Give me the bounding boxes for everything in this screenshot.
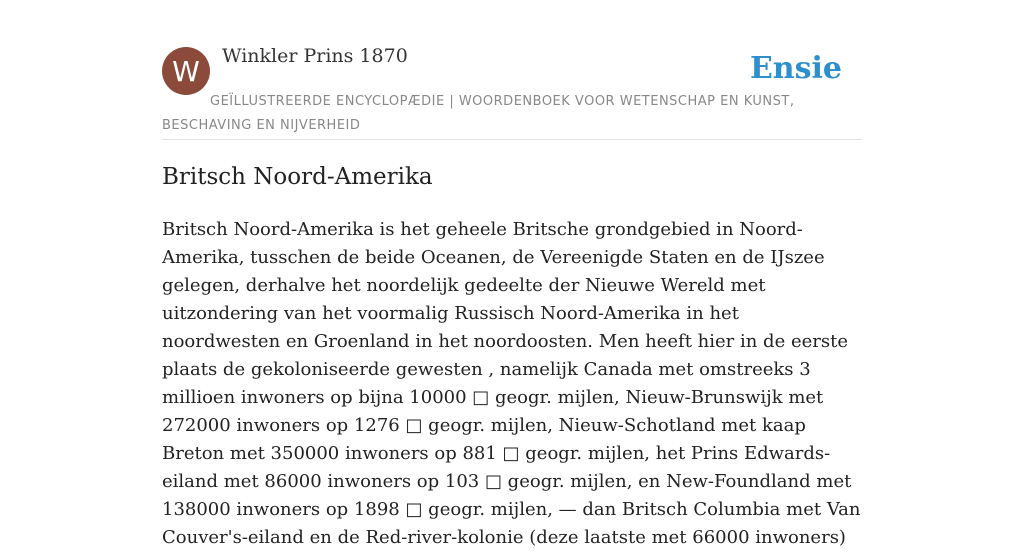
avatar[interactable]: W bbox=[162, 47, 210, 95]
article-title: Britsch Noord-Amerika bbox=[162, 164, 433, 190]
article-body: Britsch Noord-Amerika is het geheele Britsche grondgebied in Noord-Amerika, tusschen de beide Oceanen, de Vereenigde Staten en de IJszee gelegen, derhalve het noordelijk gedeelte der Nieuwe Wereld met uitzondering van het voormalig Russisch Noord-Amerika in het noordwesten en Groenland in het noordoosten. Men heeft hier in de eerste plaats de gekoloniseerde gewesten , namelijk Canada met omstreeks 3 millioen inwoners op bijna 10000 □ geogr. mijlen, Nieuw-Brunswijk met 272000 inwoners op 1276 □ geogr. mijlen, Nieuw-Schotland met kaap Breton met 350000 inwoners op 881 □ geogr. mijlen, het Prins Edwards-eiland met 86000 inwoners op 103 □ geogr. mijlen, en New-Foundland met 138000 inwoners op 1898 □ geogr. mijlen, — dan Britsch Columbia met Van Couver's-eiland en de Red-river-kolonie (deze laatste met 66000 inwoners) bbox=[162, 219, 861, 548]
divider bbox=[162, 139, 862, 140]
ensie-logo[interactable]: Ensie bbox=[749, 51, 842, 86]
tagline: GEÏLLUSTREERDE ENCYCLOPÆDIE | WOORDENBOEK VOOR WETENSCHAP EN KUNST, BESCHAVING EN NIJVERHEID bbox=[162, 94, 795, 133]
site-name[interactable]: Winkler Prins 1870 bbox=[222, 45, 408, 67]
